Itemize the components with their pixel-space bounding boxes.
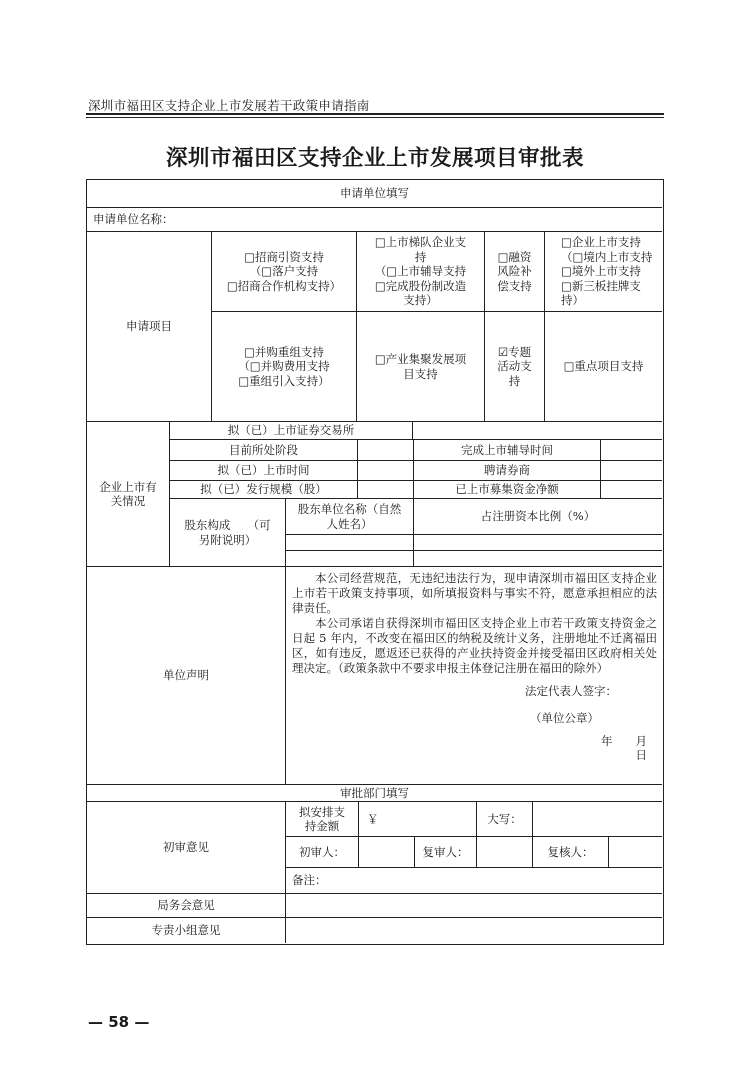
listing-time-value[interactable]: [358, 461, 414, 481]
page-number: — 58 —: [88, 1013, 150, 1031]
capital-amount-value[interactable]: [533, 802, 662, 837]
option-industry-cluster-support[interactable]: □产业集聚发展项 目支持: [357, 312, 485, 422]
declaration-date[interactable]: 年 月 日: [601, 734, 647, 762]
bureau-opinion-value[interactable]: [286, 894, 662, 918]
amount-value[interactable]: ￥: [359, 802, 477, 837]
shareholding-label: 股东构成 （可 另附说明）: [170, 499, 286, 567]
stage-label: 目前所处阶段: [170, 440, 358, 461]
declaration-paragraph-1: 本公司经营规范，无违纪违法行为，现申请深圳市福田区支持企业上市若干政策支持事项，如所填报资料与事实不符，愿意承担相应的法律责任。: [292, 571, 657, 615]
second-reviewer-value[interactable]: [477, 837, 533, 868]
option-key-project-support[interactable]: □重点项目支持: [545, 312, 662, 422]
legal-rep-signature[interactable]: 法定代表人签字：: [525, 684, 617, 698]
shareholder-name-header: 股东单位名称（自然 人姓名）: [286, 499, 414, 535]
first-reviewer-value[interactable]: [359, 837, 415, 868]
option-listing-tier-support[interactable]: □上市梯队企业支 持 （□上市辅导支持 □完成股份制改造 支持）: [357, 232, 485, 312]
applicant-name-field[interactable]: 申请单位名称：: [87, 208, 662, 232]
checker-label: 复核人：: [533, 837, 609, 868]
capital-ratio-row-1[interactable]: [414, 535, 662, 551]
tutoring-time-label: 完成上市辅导时间: [414, 440, 601, 461]
listing-info-label: 企业上市有 关情况: [87, 422, 170, 567]
declaration-label: 单位声明: [87, 567, 286, 785]
option-financing-risk-support[interactable]: □融资 风险补 偿支持: [485, 232, 545, 312]
capital-ratio-row-2[interactable]: [414, 551, 662, 567]
option-enterprise-listing-support[interactable]: □企业上市支持 （□境内上市支持 □境外上市支持 □新三板挂牌支 持）: [545, 232, 662, 312]
approval-section-header: 审批部门填写: [87, 785, 662, 802]
broker-label: 聘请券商: [414, 461, 601, 481]
panel-opinion-label: 专责小组意见: [87, 918, 286, 943]
apply-items-label: 申请项目: [87, 232, 212, 422]
checker-value[interactable]: [609, 837, 662, 868]
first-reviewer-label: 初审人：: [286, 837, 359, 868]
shareholder-name-row-2[interactable]: [286, 551, 414, 567]
running-header: 深圳市福田区支持企业上市发展若干政策申请指南: [88, 98, 370, 113]
applicant-section-header: 申请单位填写: [87, 180, 662, 208]
raised-funds-value[interactable]: [601, 481, 662, 499]
page-title: 深圳市福田区支持企业上市发展项目审批表: [165, 146, 584, 171]
header-rule-thin: [86, 117, 664, 118]
option-merger-support[interactable]: □并购重组支持 （□并购费用支持 □重组引入支持）: [212, 312, 357, 422]
tutoring-time-value[interactable]: [601, 440, 662, 461]
amount-label: 拟安排支 持金额: [286, 802, 359, 837]
issue-scale-label: 拟（已）发行规模（股）: [170, 481, 358, 499]
exchange-value[interactable]: [413, 422, 662, 440]
approval-form-table: [86, 179, 664, 945]
capital-ratio-header: 占注册资本比例（%）: [414, 499, 662, 535]
bureau-opinion-label: 局务会意见: [87, 894, 286, 918]
raised-funds-label: 已上市募集资金净额: [414, 481, 601, 499]
issue-scale-value[interactable]: [358, 481, 414, 499]
listing-time-label: 拟（已）上市时间: [170, 461, 358, 481]
option-investment-support[interactable]: □招商引资支持 （□落户支持 □招商合作机构支持）: [212, 232, 357, 312]
option-special-event-support[interactable]: ☑专题 活动支 持: [485, 312, 545, 422]
capital-amount-label: 大写：: [477, 802, 533, 837]
first-review-label: 初审意见: [87, 802, 286, 894]
shareholder-name-row-1[interactable]: [286, 535, 414, 551]
declaration-body: [286, 567, 662, 785]
panel-opinion-value[interactable]: [286, 918, 662, 943]
broker-value[interactable]: [601, 461, 662, 481]
second-reviewer-label: 复审人：: [415, 837, 477, 868]
exchange-label: 拟（已）上市证券交易所: [170, 422, 413, 440]
stage-value[interactable]: [358, 440, 414, 461]
declaration-paragraph-2: 本公司承诺自获得深圳市福田区支持企业上市若干政策支持资金之日起 5 年内，不改变在福田区的纳税及统计义务，注册地址不迁离福田区，如有违反，愿返还已获得的产业扶持资金并接受福田区政府相关处理决定。（政策条款中不要求申报主体登记注册在福田的除外）: [292, 616, 657, 675]
header-rule-thick: [86, 113, 664, 115]
remarks-field[interactable]: 备注：: [286, 868, 662, 894]
company-seal: （单位公章）: [530, 711, 599, 725]
